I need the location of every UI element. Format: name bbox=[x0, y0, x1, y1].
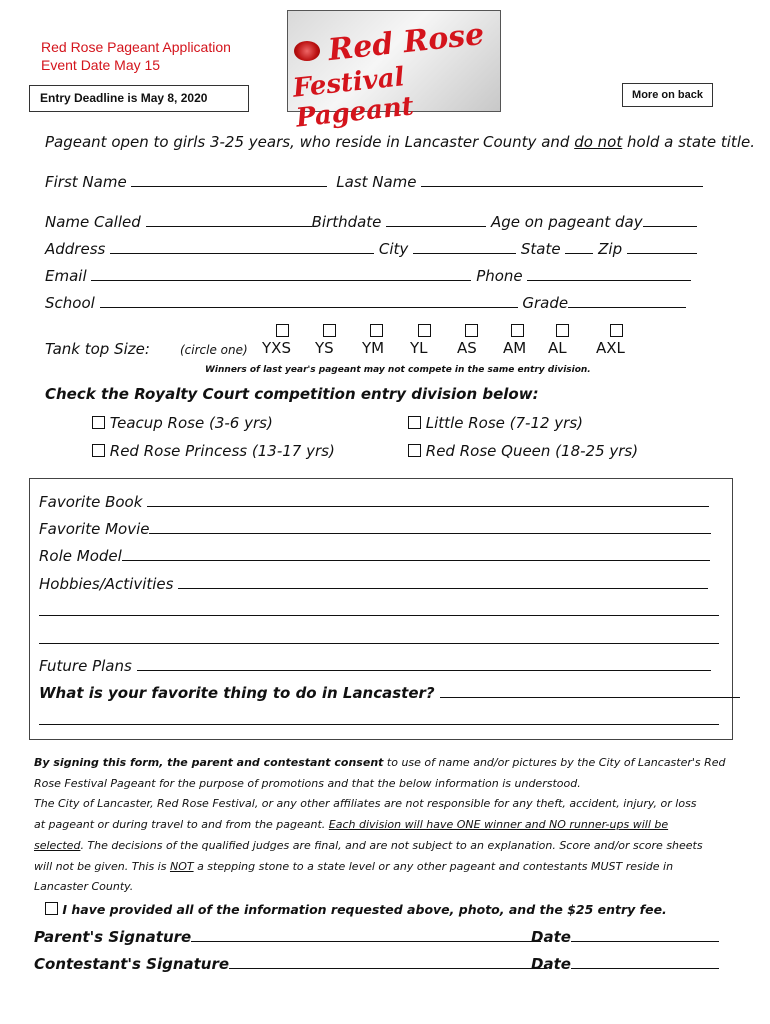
liability-3b: . The decisions of the qualified judges are final, and are not subject to an explanation. Score and/or score sheets bbox=[80, 838, 703, 852]
hobbies-extra-line-1[interactable] bbox=[39, 615, 719, 616]
grade-field[interactable] bbox=[568, 293, 686, 308]
rose-icon bbox=[294, 41, 320, 61]
legal-line-7: Lancaster County. bbox=[34, 880, 134, 894]
phone-field[interactable] bbox=[527, 266, 691, 281]
last-name-field[interactable] bbox=[421, 172, 703, 187]
size-checkbox-al[interactable] bbox=[556, 324, 569, 337]
little-checkbox[interactable] bbox=[408, 416, 421, 429]
size-checkbox-yl[interactable] bbox=[418, 324, 431, 337]
row-called-birth-age bbox=[45, 212, 697, 231]
size-checkbox-as[interactable] bbox=[465, 324, 478, 337]
email-field[interactable] bbox=[91, 266, 471, 281]
zip-field[interactable] bbox=[627, 239, 697, 254]
role-model-field[interactable] bbox=[122, 546, 710, 561]
liability-4c: a stepping stone to a state level or any other pageant and contestants MUST reside in bbox=[193, 859, 674, 873]
age-label: Age on pageant day bbox=[490, 213, 643, 231]
birthdate-field[interactable] bbox=[386, 212, 486, 227]
phone-label: Phone bbox=[476, 267, 523, 285]
logo-text-festival-pageant: Festival Pageant bbox=[291, 62, 416, 134]
lancaster-row bbox=[39, 683, 740, 702]
contestant-date-label: Date bbox=[531, 955, 571, 973]
more-on-back-note: More on back bbox=[622, 83, 713, 107]
pageant-logo bbox=[287, 10, 501, 134]
favorite-book-field[interactable] bbox=[147, 492, 709, 507]
favorite-book-label: Favorite Book bbox=[39, 493, 143, 511]
parent-signature-row bbox=[34, 927, 541, 946]
legal-line-2: Rose Festival Pageant for the purpose of promotions and that the below information is understood. bbox=[34, 776, 581, 790]
future-plans-row bbox=[39, 656, 711, 675]
zip-label: Zip bbox=[598, 240, 623, 258]
consent-bold: By signing this form, the parent and contestant consent bbox=[34, 756, 384, 769]
legal-line-3: The City of Lancaster, Red Rose Festival, or any other affiliates are not responsible for any theft, accident, injury, or loss bbox=[34, 797, 697, 811]
parent-date-row bbox=[531, 927, 719, 946]
liability-3a: selected bbox=[34, 838, 81, 852]
parent-signature-label: Parent's Signature bbox=[34, 928, 192, 946]
contestant-signature-row bbox=[34, 954, 547, 973]
row-names bbox=[45, 172, 703, 191]
row-school-grade bbox=[45, 293, 686, 312]
grade-label: Grade bbox=[522, 294, 569, 312]
tank-top-hint: (circle one) bbox=[180, 343, 248, 357]
school-field[interactable] bbox=[100, 293, 518, 308]
hobbies-field[interactable] bbox=[178, 574, 708, 589]
liability-2a: at pageant or during travel to and from the pageant. bbox=[34, 818, 329, 832]
confirm-label: I have provided all of the information requested above, photo, and the $25 entry fee. bbox=[62, 902, 667, 917]
school-label: School bbox=[45, 294, 95, 312]
liability-4a: will not be given. This is bbox=[34, 859, 170, 873]
legal-line-1 bbox=[34, 753, 726, 774]
division-little[interactable] bbox=[408, 414, 583, 432]
size-label-al[interactable]: AL bbox=[548, 339, 567, 357]
eligibility-text-start: Pageant open to girls 3-25 years, who reside in Lancaster County and bbox=[45, 133, 575, 151]
hobbies-extra-line-2[interactable] bbox=[39, 643, 719, 644]
favorite-movie-row bbox=[39, 519, 711, 538]
parent-signature-field[interactable] bbox=[191, 927, 541, 942]
tank-top-label: Tank top Size: bbox=[45, 340, 150, 358]
size-label-ys[interactable]: YS bbox=[315, 339, 334, 357]
division-queen[interactable] bbox=[408, 442, 638, 460]
princess-label: Red Rose Princess (13-17 yrs) bbox=[109, 442, 335, 460]
liability-2b: Each division will have ONE winner and NO runner-ups will be bbox=[328, 818, 669, 832]
lancaster-extra-line[interactable] bbox=[39, 724, 719, 725]
parent-date-field[interactable] bbox=[571, 927, 719, 942]
teacup-checkbox[interactable] bbox=[92, 416, 105, 429]
princess-checkbox[interactable] bbox=[92, 444, 105, 457]
address-label: Address bbox=[45, 240, 106, 258]
favorite-book-row bbox=[39, 492, 709, 511]
size-label-yxs[interactable]: YXS bbox=[262, 339, 291, 357]
consent-rest-1: to use of name and/or pictures by the City of Lancaster's Red bbox=[383, 756, 726, 769]
size-label-am[interactable]: AM bbox=[503, 339, 527, 357]
division-heading: Check the Royalty Court competition entry division below: bbox=[45, 385, 539, 403]
winners-note: Winners of last year's pageant may not compete in the same entry division. bbox=[205, 365, 591, 375]
name-called-label: Name Called bbox=[45, 213, 141, 231]
row-email-phone bbox=[45, 266, 691, 285]
email-label: Email bbox=[45, 267, 87, 285]
future-plans-field[interactable] bbox=[137, 656, 711, 671]
role-model-label: Role Model bbox=[39, 547, 122, 565]
size-checkbox-yxs[interactable] bbox=[276, 324, 289, 337]
state-field[interactable] bbox=[565, 239, 593, 254]
application-title: Red Rose Pageant Application bbox=[41, 39, 231, 55]
size-checkbox-ys[interactable] bbox=[323, 324, 336, 337]
legal-text bbox=[34, 753, 726, 898]
city-field[interactable] bbox=[413, 239, 516, 254]
eligibility-emphasis: do not bbox=[574, 133, 623, 151]
name-called-field[interactable] bbox=[146, 212, 312, 227]
size-label-axl[interactable]: AXL bbox=[596, 339, 625, 357]
lancaster-field[interactable] bbox=[440, 683, 740, 698]
contestant-signature-label: Contestant's Signature bbox=[34, 955, 230, 973]
size-checkbox-am[interactable] bbox=[511, 324, 524, 337]
birthdate-label: Birthdate bbox=[311, 213, 382, 231]
future-plans-label: Future Plans bbox=[39, 657, 132, 675]
size-checkbox-axl[interactable] bbox=[610, 324, 623, 337]
state-label: State bbox=[520, 240, 561, 258]
division-teacup[interactable] bbox=[92, 414, 273, 432]
teacup-label: Teacup Rose (3-6 yrs) bbox=[109, 414, 273, 432]
liability-4b: NOT bbox=[169, 859, 194, 873]
confirm-row[interactable] bbox=[45, 902, 667, 917]
first-name-field[interactable] bbox=[131, 172, 327, 187]
size-label-as[interactable]: AS bbox=[457, 339, 477, 357]
lancaster-label: What is your favorite thing to do in Lancaster? bbox=[39, 684, 435, 702]
contestant-signature-field[interactable] bbox=[229, 954, 547, 969]
size-label-yl[interactable]: YL bbox=[410, 339, 428, 357]
size-checkbox-ym[interactable] bbox=[370, 324, 383, 337]
division-princess[interactable] bbox=[92, 442, 335, 460]
last-name-label: Last Name bbox=[336, 173, 417, 191]
size-label-ym[interactable]: YM bbox=[362, 339, 385, 357]
eligibility-text-end: hold a state title. bbox=[622, 133, 755, 151]
eligibility-statement bbox=[45, 133, 755, 151]
hobbies-row bbox=[39, 574, 708, 593]
queen-label: Red Rose Queen (18-25 yrs) bbox=[425, 442, 639, 460]
legal-line-4 bbox=[34, 815, 726, 836]
legal-line-6 bbox=[34, 857, 726, 878]
queen-checkbox[interactable] bbox=[408, 444, 421, 457]
city-label: City bbox=[378, 240, 409, 258]
entry-deadline: Entry Deadline is May 8, 2020 bbox=[29, 85, 249, 112]
event-date: Event Date May 15 bbox=[41, 57, 161, 73]
contestant-date-field[interactable] bbox=[571, 954, 719, 969]
role-model-row bbox=[39, 546, 710, 565]
hobbies-label: Hobbies/Activities bbox=[39, 575, 174, 593]
contestant-date-row bbox=[531, 954, 719, 973]
favorite-movie-field[interactable] bbox=[149, 519, 711, 534]
age-field[interactable] bbox=[643, 212, 697, 227]
favorite-movie-label: Favorite Movie bbox=[39, 520, 150, 538]
row-address bbox=[45, 239, 697, 258]
little-label: Little Rose (7-12 yrs) bbox=[425, 414, 584, 432]
parent-date-label: Date bbox=[531, 928, 571, 946]
address-field[interactable] bbox=[110, 239, 374, 254]
legal-line-5 bbox=[34, 836, 726, 857]
confirm-checkbox[interactable] bbox=[45, 902, 58, 915]
logo-text-red-rose: Red Rose bbox=[326, 16, 486, 69]
first-name-label: First Name bbox=[45, 173, 127, 191]
